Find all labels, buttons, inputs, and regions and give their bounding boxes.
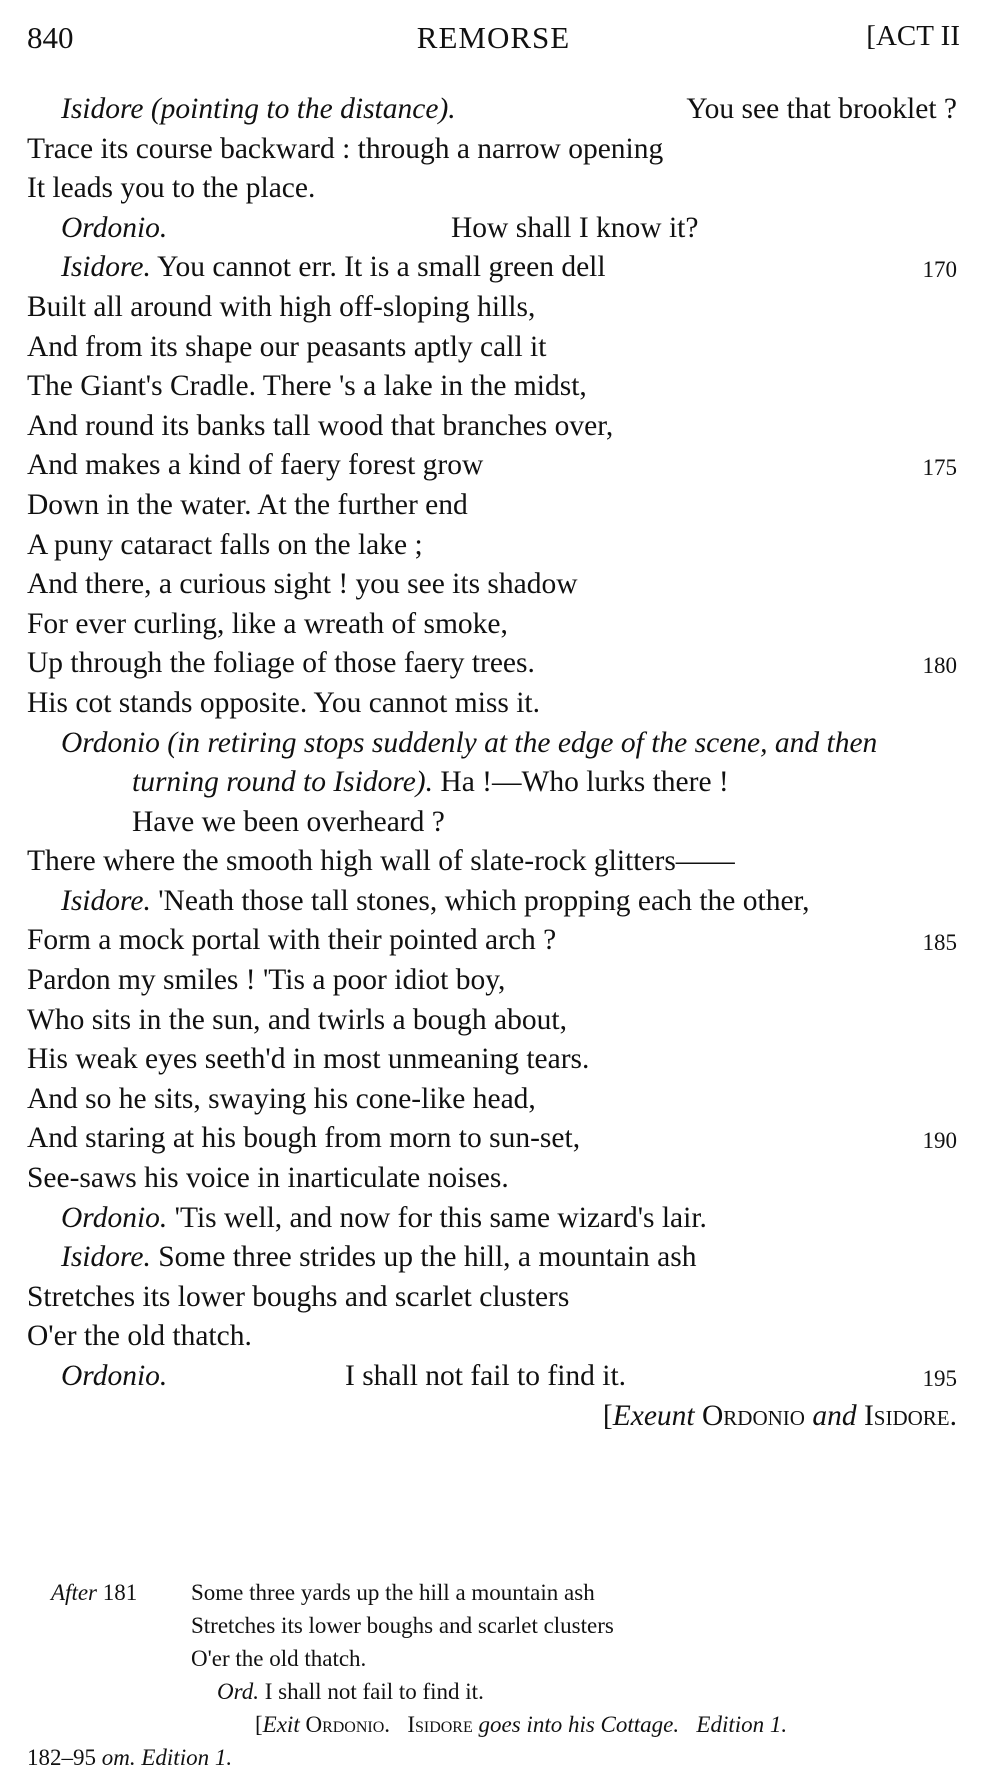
note-line xyxy=(27,1576,957,1609)
line-text: Up through the foliage of those faery trees. xyxy=(27,647,535,680)
verse-line xyxy=(27,209,957,249)
line-text: Form a mock portal with their pointed arch ? xyxy=(27,924,557,957)
line-text: Pardon my smiles ! 'Tis a poor idiot boy, xyxy=(27,964,506,997)
note-text: om. Edition 1. xyxy=(96,1745,233,1770)
verse-line xyxy=(27,1278,957,1318)
verse-line xyxy=(27,1080,957,1120)
line-text: 'Neath those tall stones, which propping each the other, xyxy=(150,884,810,917)
stage-direction: (pointing to the distance). xyxy=(143,93,456,125)
verse-line xyxy=(27,1317,957,1357)
note-direction: goes into his Cottage. xyxy=(472,1712,680,1737)
speaker-name: Isidore xyxy=(61,93,144,125)
character-name: Isidore. xyxy=(863,1399,957,1432)
verse-line xyxy=(27,90,957,130)
line-text: I shall not fail to find it. xyxy=(345,1360,627,1392)
note-line xyxy=(27,1675,957,1708)
verse-line xyxy=(27,328,957,368)
verse-line xyxy=(27,882,957,922)
line-text: Some three strides up the hill, a mountain ash xyxy=(150,1241,697,1274)
line-text: And from its shape our peasants aptly call it xyxy=(27,330,547,363)
line-text: 'Tis well, and now for this same wizard's lair. xyxy=(167,1201,707,1234)
line-text: Who sits in the sun, and twirls a bough about, xyxy=(27,1003,567,1036)
line-text: And round its banks tall wood that branches over, xyxy=(27,409,614,442)
verse-line xyxy=(27,684,957,724)
verse-line xyxy=(27,1001,957,1041)
verse-line xyxy=(27,367,957,407)
speaker-name: Ordonio xyxy=(61,726,160,759)
verse-line xyxy=(27,1040,957,1080)
verse-line xyxy=(27,486,957,526)
line-text: The Giant's Cradle. There 's a lake in the midst, xyxy=(27,370,587,403)
line-text: You see that brooklet ? xyxy=(686,93,957,125)
line-text: O'er the old thatch. xyxy=(27,1320,252,1353)
verse-line xyxy=(27,288,957,328)
verse-line xyxy=(27,803,957,843)
note-label xyxy=(51,1576,137,1609)
note-speaker: Ord. xyxy=(217,1679,259,1704)
verse-line xyxy=(27,407,957,447)
line-text: You cannot err. It is a small green dell xyxy=(150,251,606,284)
verse-line xyxy=(27,1238,957,1278)
stage-direction: (in retiring stops suddenly at the edge of the scene, and then turning round to Isidore). xyxy=(132,726,878,799)
note-line xyxy=(27,1708,957,1741)
verse-line xyxy=(27,921,957,961)
line-text: It leads you to the place. xyxy=(27,172,316,205)
verse-line xyxy=(27,130,957,170)
note-text: I shall not fail to find it. xyxy=(258,1679,484,1704)
line-number: 185 xyxy=(922,930,957,956)
exeunt-word: Exeunt xyxy=(612,1399,695,1432)
verse-line xyxy=(27,248,957,288)
line-text: How shall I know it? xyxy=(451,211,699,244)
verse-line xyxy=(27,565,957,605)
line-text: Ha !—Who lurks there ! xyxy=(433,766,729,799)
line-text: His cot stands opposite. You cannot miss it. xyxy=(27,686,540,719)
line-number: 180 xyxy=(922,653,957,679)
running-header xyxy=(27,20,960,64)
exit-word: Exit xyxy=(262,1712,300,1737)
note-line xyxy=(27,1741,957,1774)
line-text: For ever curling, like a wreath of smoke, xyxy=(27,607,508,640)
verse-line xyxy=(27,724,957,803)
verse-line xyxy=(27,169,957,209)
line-number: 170 xyxy=(922,257,957,283)
bracket: [ xyxy=(602,1399,613,1432)
page-title: REMORSE xyxy=(416,20,571,55)
act-label: [ACT II xyxy=(866,20,960,52)
exit-stage-direction xyxy=(27,1397,957,1437)
speaker-name: Ordonio. xyxy=(61,1360,168,1392)
line-text: Trace its course backward : through a narrow opening xyxy=(27,132,664,165)
note-line xyxy=(27,1609,957,1642)
speaker-name: Isidore. xyxy=(61,884,151,917)
line-text: And there, a curious sight ! you see its shadow xyxy=(27,568,578,601)
character-name: Ordonio xyxy=(701,1399,805,1432)
note-label-number: 181 xyxy=(97,1580,138,1605)
verse-line xyxy=(27,1119,957,1159)
verse-body xyxy=(27,90,957,1436)
verse-line xyxy=(27,961,957,1001)
speaker-name: Isidore. xyxy=(61,1241,151,1274)
page-number: 840 xyxy=(27,20,74,55)
note-label-word: After xyxy=(51,1580,97,1605)
line-text: See-saws his voice in inarticulate noises. xyxy=(27,1162,509,1195)
line-text: Down in the water. At the further end xyxy=(27,488,468,521)
note-line xyxy=(27,1642,957,1675)
note-line-range: 182–95 xyxy=(27,1745,96,1770)
line-text: And staring at his bough from morn to sun-set, xyxy=(27,1122,581,1155)
verse-line xyxy=(27,644,957,684)
verse-line xyxy=(27,605,957,645)
verse-line xyxy=(27,842,957,882)
speaker-name: Ordonio. xyxy=(61,211,168,244)
verse-line xyxy=(27,526,957,566)
line-number: 175 xyxy=(922,455,957,481)
bracket: [ xyxy=(255,1712,263,1737)
line-text: There where the smooth high wall of slate-rock glitters—— xyxy=(27,845,735,878)
verse-line xyxy=(27,1159,957,1199)
verse-line xyxy=(27,1357,957,1397)
line-text: His weak eyes seeth'd in most unmeaning tears. xyxy=(27,1043,590,1076)
line-text: And makes a kind of faery forest grow xyxy=(27,449,484,482)
line-text: And so he sits, swaying his cone-like head, xyxy=(27,1082,536,1115)
line-text: Have we been overheard ? xyxy=(132,805,445,838)
note-text: O'er the old thatch. xyxy=(191,1646,367,1671)
character-name: Ordonio. xyxy=(299,1712,391,1737)
line-number: 190 xyxy=(922,1128,957,1154)
textual-notes xyxy=(27,1576,957,1774)
verse-line xyxy=(27,1199,957,1239)
line-number: 195 xyxy=(922,1366,957,1391)
line-text: Stretches its lower boughs and scarlet clusters xyxy=(27,1280,570,1313)
edition-ref: Edition 1. xyxy=(696,1712,788,1737)
line-text: Built all around with high off-sloping hills, xyxy=(27,290,536,323)
note-text: Stretches its lower boughs and scarlet clusters xyxy=(191,1613,614,1638)
note-text: Some three yards up the hill a mountain ash xyxy=(191,1580,595,1605)
conjunction: and xyxy=(812,1399,857,1432)
speaker-name: Isidore. xyxy=(61,251,151,284)
speaker-name: Ordonio. xyxy=(61,1201,168,1234)
verse-line xyxy=(27,446,957,486)
line-text: A puny cataract falls on the lake ; xyxy=(27,528,423,561)
character-name: Isidore xyxy=(407,1712,473,1737)
